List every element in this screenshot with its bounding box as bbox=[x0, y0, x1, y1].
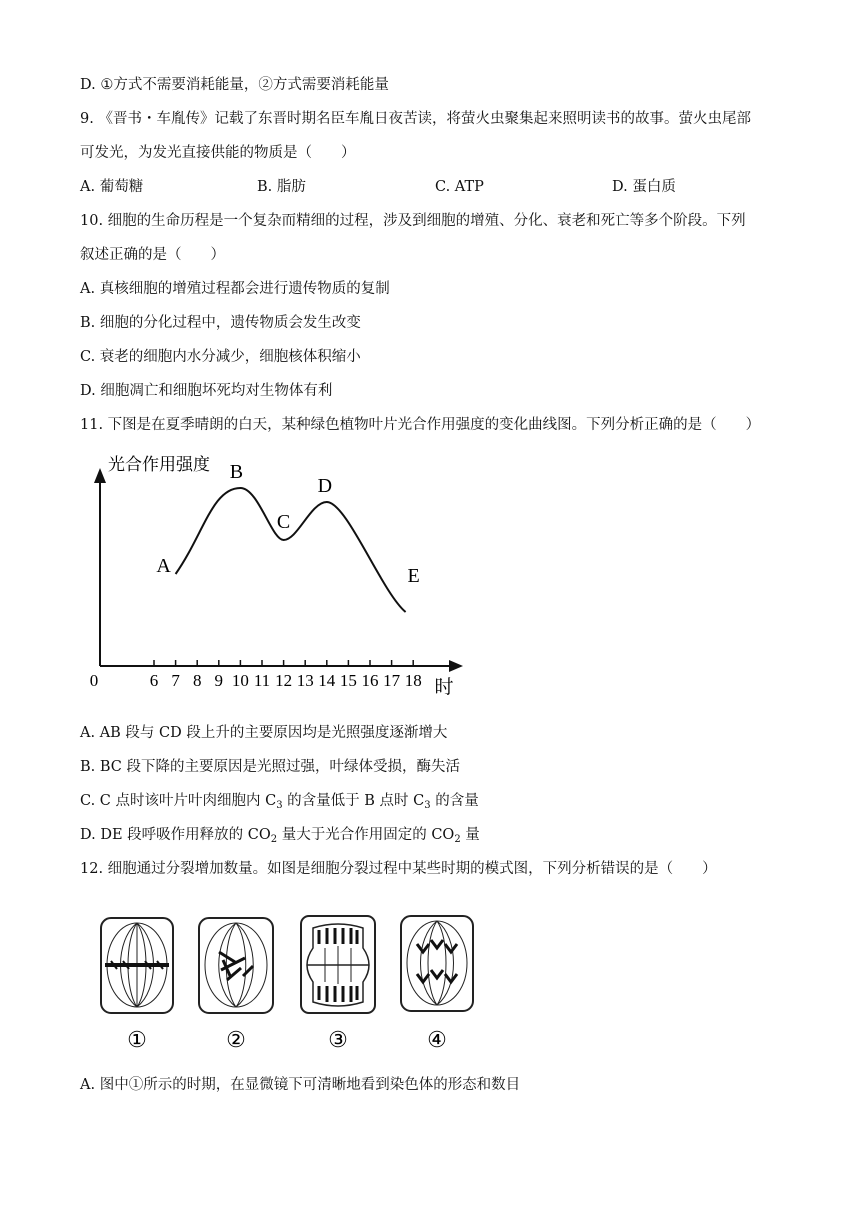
cell-figure-2 bbox=[199, 918, 273, 1013]
q11-d-sub2: 2 bbox=[454, 834, 461, 845]
x-tick-label-14: 14 bbox=[318, 671, 336, 690]
cell-label-3: ③ bbox=[328, 1028, 348, 1053]
x-tick-label-18: 18 bbox=[404, 671, 422, 690]
q9-stem-line2: 可发光，为发光直接供能的物质是（ ） bbox=[80, 145, 356, 161]
x-tick-label-13: 13 bbox=[296, 671, 314, 690]
q12-option-a: A. 图中①所示的时期，在显微镜下可清晰地看到染色体的形态和数目 bbox=[80, 1077, 521, 1093]
cell-division-figures bbox=[95, 910, 495, 1060]
q9-option-a: A. 葡萄糖 bbox=[80, 179, 144, 195]
x-axis-label: 时 bbox=[434, 676, 454, 698]
q11-option-a: A. AB 段与 CD 段上升的主要原因均是光照强度逐渐增大 bbox=[80, 725, 448, 741]
cell-figure-4 bbox=[401, 916, 473, 1011]
x-tick-label-6: 6 bbox=[149, 671, 159, 690]
q9-option-c: C. ATP bbox=[435, 179, 484, 195]
q11-stem: 11. 下图是在夏季晴朗的白天，某种绿色植物叶片光合作用强度的变化曲线图。下列分析正确的是（ ） bbox=[80, 417, 761, 433]
point-label-A: A bbox=[156, 555, 171, 577]
point-label-B: B bbox=[229, 461, 244, 483]
point-label-D: D bbox=[317, 475, 333, 497]
q10-stem-line1: 10. 细胞的生命历程是一个复杂而精细的过程，涉及到细胞的增殖、分化、衰老和死亡等多个阶段。下列 bbox=[80, 213, 746, 229]
q10-stem-line2: 叙述正确的是（ ） bbox=[80, 247, 225, 263]
x-tick-label-16: 16 bbox=[361, 671, 379, 690]
q11-c-sub2: 3 bbox=[424, 800, 431, 811]
photosynthesis-curve bbox=[176, 488, 406, 612]
point-label-C: C bbox=[276, 511, 291, 533]
q11-d-sub1: 2 bbox=[270, 834, 278, 845]
x-tick-label-7: 7 bbox=[171, 671, 180, 690]
x-tick-label-8: 8 bbox=[192, 671, 202, 690]
q9-option-b: B. 脂肪 bbox=[257, 179, 306, 195]
cell-label-2: ② bbox=[226, 1028, 246, 1053]
x-tick-label-15: 15 bbox=[339, 671, 357, 690]
q11-d-text2: 量大于光合作用固定的 CO bbox=[277, 827, 455, 843]
q11-option-b: B. BC 段下降的主要原因是光照过强，叶绿体受损，酶失活 bbox=[80, 759, 460, 775]
q11-c-text1: C. C 点时该叶片叶肉细胞内 C bbox=[80, 793, 277, 809]
q11-option-d bbox=[80, 826, 480, 849]
photosynthesis-intensity-chart bbox=[80, 450, 480, 700]
x-tick-label-10: 10 bbox=[231, 671, 249, 690]
q11-d-text1: D. DE 段呼吸作用释放的 CO bbox=[80, 827, 271, 843]
q11-d-text3: 量 bbox=[460, 827, 480, 843]
x-axis-arrow bbox=[449, 660, 463, 672]
cell-figure-3 bbox=[301, 916, 375, 1013]
q10-option-b: B. 细胞的分化过程中，遗传物质会发生改变 bbox=[80, 315, 361, 331]
cell-label-4: ④ bbox=[427, 1028, 447, 1053]
q12-stem: 12. 细胞通过分裂增加数量。如图是细胞分裂过程中某些时期的模式图，下列分析错误的是（ ） bbox=[80, 861, 717, 877]
q9-option-d: D. 蛋白质 bbox=[612, 179, 676, 195]
q11-option-c bbox=[80, 792, 479, 815]
x-tick-label-17: 17 bbox=[383, 671, 401, 690]
x-tick-label-11: 11 bbox=[253, 671, 271, 690]
y-axis-label: 光合作用强度 bbox=[108, 455, 210, 475]
q9-stem-line1: 9. 《晋书・车胤传》记载了东晋时期名臣车胤日夜苦读，将萤火虫聚集起来照明读书的故事。萤火虫尾部 bbox=[80, 111, 751, 127]
origin-label: 0 bbox=[89, 671, 99, 690]
cell-figure-1 bbox=[101, 918, 173, 1013]
y-axis-arrow bbox=[94, 468, 106, 483]
q10-option-c: C. 衰老的细胞内水分减少，细胞核体积缩小 bbox=[80, 349, 361, 365]
x-tick-label-12: 12 bbox=[275, 671, 293, 690]
q11-c-text2: 的含量低于 B 点时 C bbox=[282, 793, 425, 809]
q8-option-d: D. ①方式不需要消耗能量，②方式需要消耗能量 bbox=[80, 77, 389, 93]
cell-label-1: ① bbox=[127, 1028, 147, 1053]
q11-c-sub1: 3 bbox=[276, 800, 283, 811]
q10-option-d: D. 细胞凋亡和细胞坏死均对生物体有利 bbox=[80, 383, 333, 399]
q10-option-a: A. 真核细胞的增殖过程都会进行遗传物质的复制 bbox=[80, 281, 390, 297]
x-tick-label-9: 9 bbox=[214, 671, 224, 690]
q11-c-text3: 的含量 bbox=[430, 793, 479, 809]
point-label-E: E bbox=[407, 565, 420, 587]
